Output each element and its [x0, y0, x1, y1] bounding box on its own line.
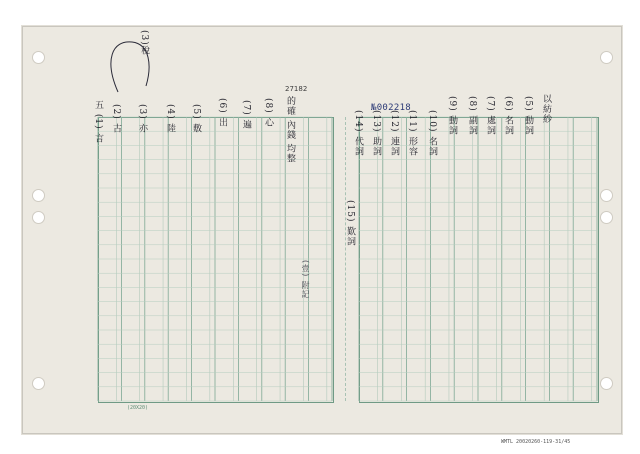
handwritten-column: 五 (1) 言 — [93, 100, 103, 144]
handwritten-column: (6) 出 — [217, 98, 227, 128]
handwritten-column: 以紡紗 — [541, 94, 551, 124]
handwritten-column: (15) 歎詞 — [345, 200, 355, 247]
handwritten-column: (壹) 附記 — [301, 260, 310, 299]
handwritten-column: (5) 動詞 — [523, 96, 533, 136]
handwritten-column: 的確 內錢 均整 — [285, 96, 295, 164]
handwritten-column: (2) 古 — [111, 104, 121, 134]
handwritten-column: (7) 遍 — [241, 100, 251, 130]
handwritten-column: (3) 亦 — [137, 104, 147, 134]
handwritten-column: (14) 代詞 — [353, 110, 363, 157]
handwritten-column: (10) 名詞 — [427, 110, 437, 157]
handwritten-column: (9) 動詞 — [447, 96, 457, 136]
handwritten-column: (7) 處詞 — [485, 96, 495, 136]
handwritten-column: (12) 連詞 — [389, 110, 399, 157]
handwritten-column: (4) 陸 — [165, 104, 175, 134]
handwritten-column: (11) 形容 — [407, 110, 417, 157]
handwritten-column: (8) 副詞 — [467, 96, 477, 136]
margin-stamp: (20X20) — [127, 405, 149, 411]
pencil-note: 27182 — [285, 85, 308, 93]
handwritten-column: (13) 助詞 — [371, 110, 381, 157]
handwritten-column: (8) 心 — [263, 98, 273, 128]
archive-code: WMTL 20020260-119-31/45 — [501, 439, 571, 445]
handwritten-column: (6) 名詞 — [503, 96, 513, 136]
serial-number: №002218 — [371, 103, 412, 113]
handwritten-column: (5) 敷 — [191, 104, 201, 134]
handwritten-column: (3)稅 — [139, 30, 149, 56]
